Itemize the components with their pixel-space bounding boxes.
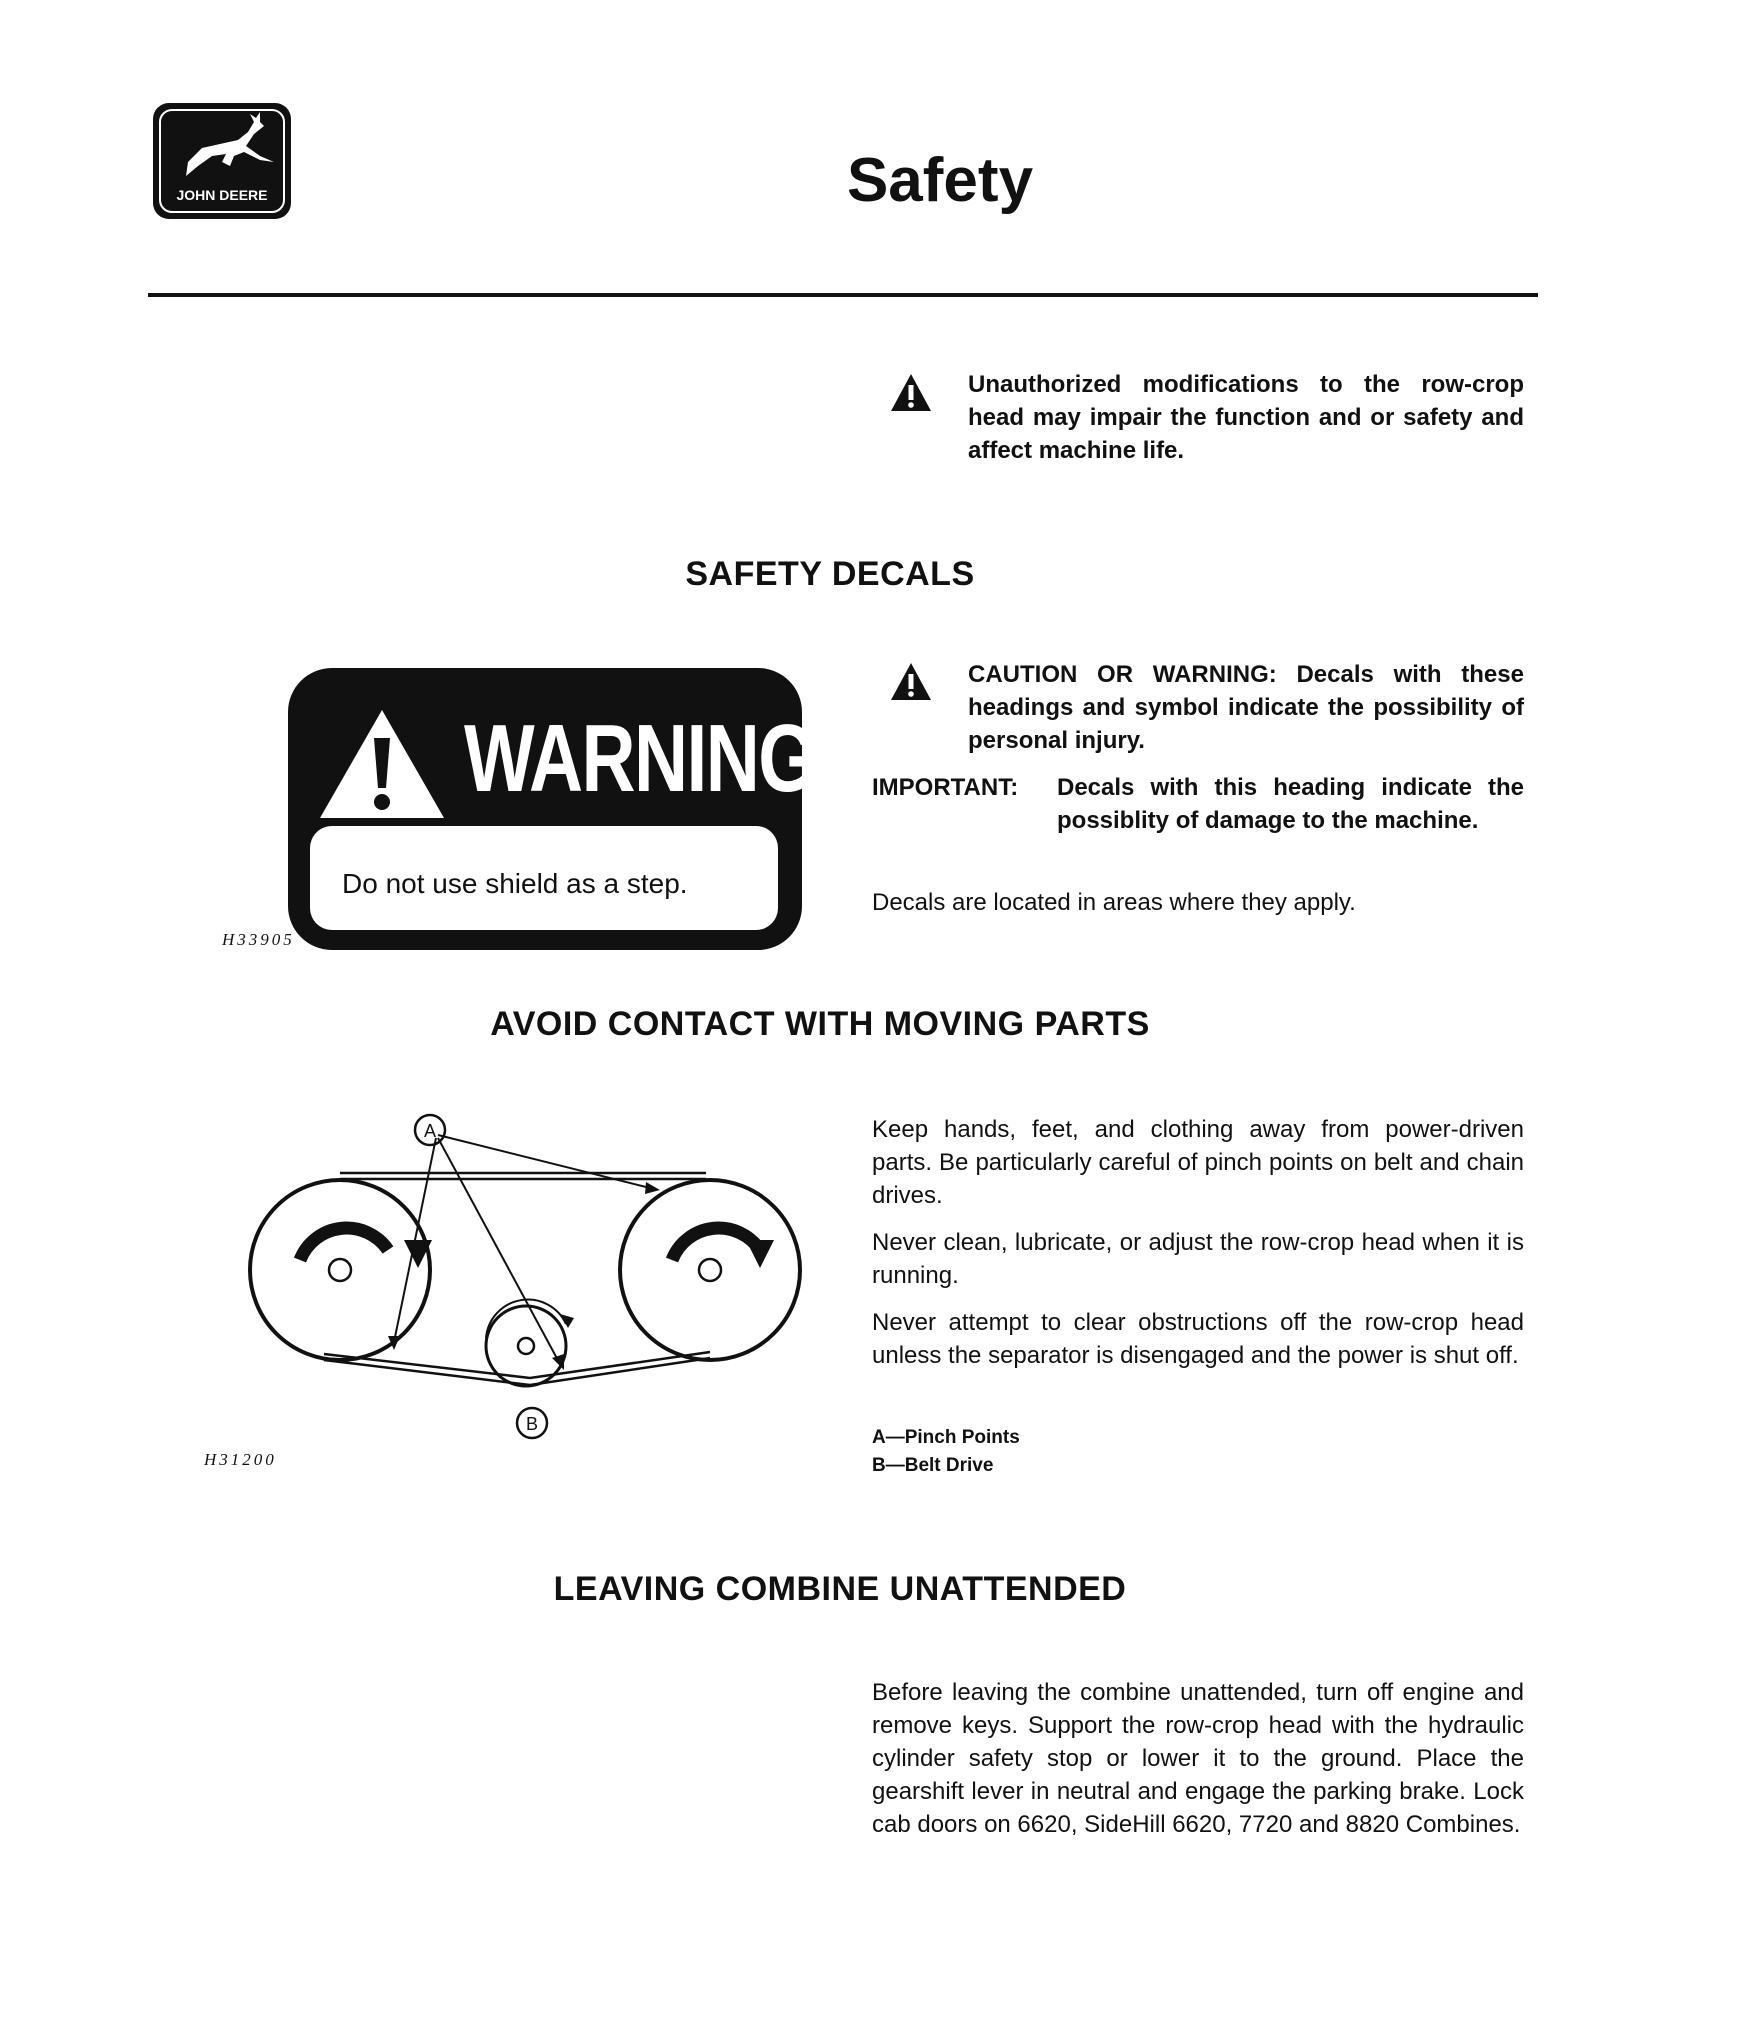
important-text: Decals with this heading indicate the possiblity of damage to the machine.: [1057, 774, 1524, 834]
logo-text: JOHN DEERE: [176, 187, 268, 203]
belt-bottom-inner: [324, 1352, 710, 1378]
decal-signal-word: WARNING: [464, 705, 815, 812]
warning-triangle-icon: [890, 373, 932, 413]
legend-pinch-points: A—Pinch Points: [872, 1427, 1020, 1448]
leader-a-arrowhead-1-icon: [645, 1182, 660, 1194]
caution-triangle-icon: [890, 662, 932, 702]
caution-text: Decals with these headings and symbol indicate the possibility of personal injury.: [968, 661, 1524, 754]
right-arrowhead-icon: [746, 1240, 774, 1268]
page-title: Safety: [846, 146, 1034, 215]
safety-decals-heading: SAFETY DECALS: [685, 555, 975, 593]
belt-figure-id: H31200: [204, 1450, 277, 1469]
decal-location-text: Decals are located in areas where they apply.: [872, 889, 1356, 916]
intro-warning-text: Unauthorized modifications to the row-crop head may impair the function and or safety and affect machine life.: [968, 371, 1524, 464]
left-rotation-arrow-icon: [300, 1228, 388, 1260]
left-hub-icon: [329, 1259, 351, 1281]
unattended-text: Before leaving the combine unattended, turn off engine and remove keys. Support the row-crop head with the hydraulic cylinder safety stop or lower it to the ground. Place the gearshift lever in neutral and engage the parking brake. Lock cab doors on 6620, SideHill 6620, 7720 and 8820 Combines.: [872, 1679, 1524, 1838]
title-rule: [148, 293, 1538, 297]
unattended-heading: LEAVING COMBINE UNATTENDED: [553, 1570, 1127, 1608]
caution-label: CAUTION OR WARNING:: [968, 661, 1277, 688]
john-deere-logo: [150, 100, 294, 222]
belt-bottom: [324, 1358, 710, 1385]
right-rotation-arrow-icon: [672, 1228, 760, 1260]
warning-decal: [288, 668, 815, 950]
moving-parts-heading: AVOID CONTACT WITH MOVING PARTS: [490, 1005, 1150, 1043]
left-pulley: [250, 1180, 430, 1360]
idler-hub-icon: [518, 1338, 534, 1354]
callout-a-label: A: [423, 1121, 437, 1141]
decal-figure-id: H33905: [222, 930, 295, 949]
caution-explanation: [968, 658, 1524, 757]
moving-parts-para-1: Keep hands, feet, and clothing away from power-driven parts. Be particularly careful of pinch points on belt and chain drives.: [872, 1116, 1524, 1209]
decal-warning-triangle-icon: [318, 708, 446, 820]
moving-parts-para-3: Never attempt to clear obstructions off the row-crop head unless the separator is disengaged and the power is shut off.: [872, 1309, 1524, 1369]
idler-pulley: [486, 1306, 566, 1386]
right-pulley: [620, 1180, 800, 1360]
moving-parts-para-2: Never clean, lubricate, or adjust the row-crop head when it is running.: [872, 1229, 1524, 1289]
legend-belt-drive: B—Belt Drive: [872, 1455, 994, 1476]
important-label: IMPORTANT:: [872, 774, 1019, 801]
decal-message: Do not use shield as a step.: [342, 868, 688, 899]
callout-b-label: B: [525, 1414, 539, 1434]
right-hub-icon: [699, 1259, 721, 1281]
belt-drive-diagram: [240, 1110, 820, 1450]
